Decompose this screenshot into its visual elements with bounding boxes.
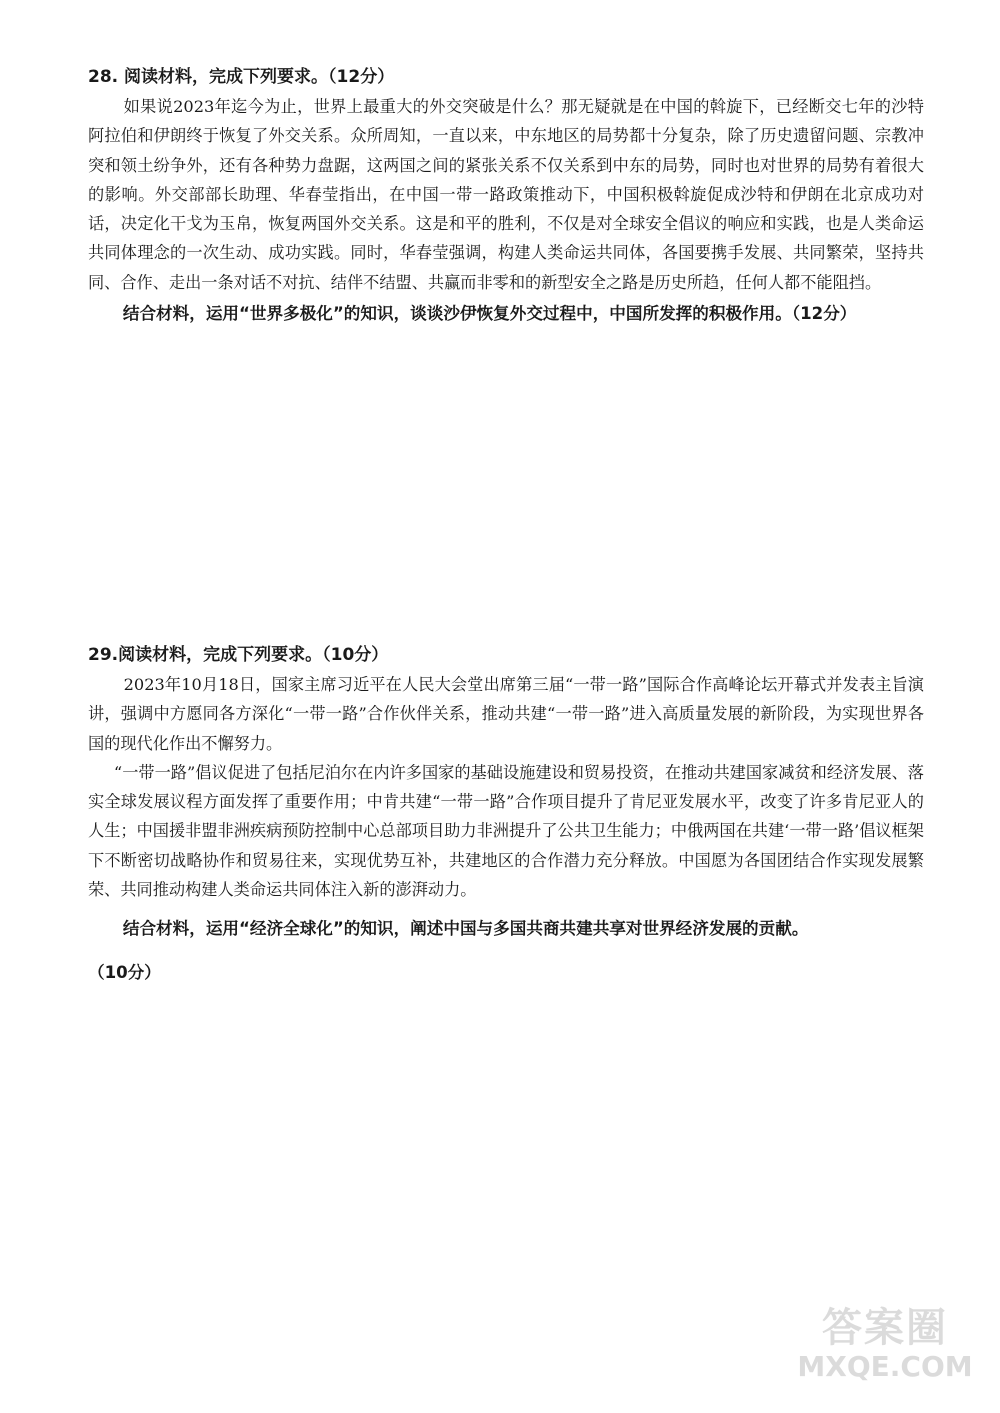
site-watermark <box>790 1305 980 1395</box>
question-29-material-paragraph-2: “一带一路”倡议促进了包括尼泊尔在内许多国家的基础设施建设和贸易投资，在推动共建国家减贫和经济发展、落实全球发展议程方面发挥了重要作用；中肯共建“一带一路”合作项目提升了肯尼亚发展水平，改变了许多肯尼亚人的人生；中国援非盟非洲疾病预防控制中心总部项目助力非洲提升了公共卫生能力；中俄两国在共建‘一带一路’倡议框架下不断密切战略协作和贸易往来，实现优势互补，共建地区的合作潜力充分释放。中国愿为各国团结合作实现发展繁荣、共同推动构建人类命运共同体注入新的澎湃动力。 <box>88 762 924 900</box>
question-29-score: （10分） <box>88 963 161 983</box>
question-28-title: 28. 阅读材料，完成下列要求。（12分） <box>88 67 395 87</box>
question-29-prompt: 结合材料，运用“经济全球化”的知识，阐述中国与多国共商共建共享对世界经济发展的贡献。 <box>122 919 809 939</box>
watermark-site: MXQE.COM <box>797 1350 973 1383</box>
question-28-prompt: 结合材料，运用“世界多极化”的知识，谈谈沙伊恢复外交过程中，中国所发挥的积极作用。（12分） <box>122 304 857 324</box>
question-29 <box>88 640 924 988</box>
question-29-material-paragraph-1: 2023年10月18日，国家主席习近平在人民大会堂出席第三届“一带一路”国际合作高峰论坛开幕式并发表主旨演讲，强调中方愿同各方深化“一带一路”合作伙伴关系，推动共建“一带一路”进入高质量发展的新阶段，为实现世界各国的现代化作出不懈努力。 <box>88 675 924 753</box>
watermark-logo: 答案圈 <box>822 1305 948 1351</box>
question-29-title: 29.阅读材料，完成下列要求。（10分） <box>88 645 389 665</box>
question-28 <box>88 62 924 329</box>
question-28-material: 如果说2023年迄今为止，世界上最重大的外交突破是什么？那无疑就是在中国的斡旋下，已经断交七年的沙特阿拉伯和伊朗终于恢复了外交关系。众所周知，一直以来，中东地区的局势都十分复杂，除了历史遗留问题、宗教冲突和领土纷争外，还有各种势力盘踞，这两国之间的紧张关系不仅关系到中东的局势，同时也对世界的局势有着很大的影响。外交部部长助理、华春莹指出，在中国一带一路政策推动下，中国积极斡旋促成沙特和伊朗在北京成功对话，决定化干戈为玉帛，恢复两国外交关系。这是和平的胜利，不仅是对全球安全倡议的响应和实践，也是人类命运共同体理念的一次生动、成功实践。同时，华春莹强调，构建人类命运共同体，各国要携手发展、共同繁荣，坚持共同、合作、走出一条对话不对抗、结伴不结盟、共赢而非零和的新型安全之路是历史所趋，任何人都不能阻挡。 <box>88 97 924 292</box>
